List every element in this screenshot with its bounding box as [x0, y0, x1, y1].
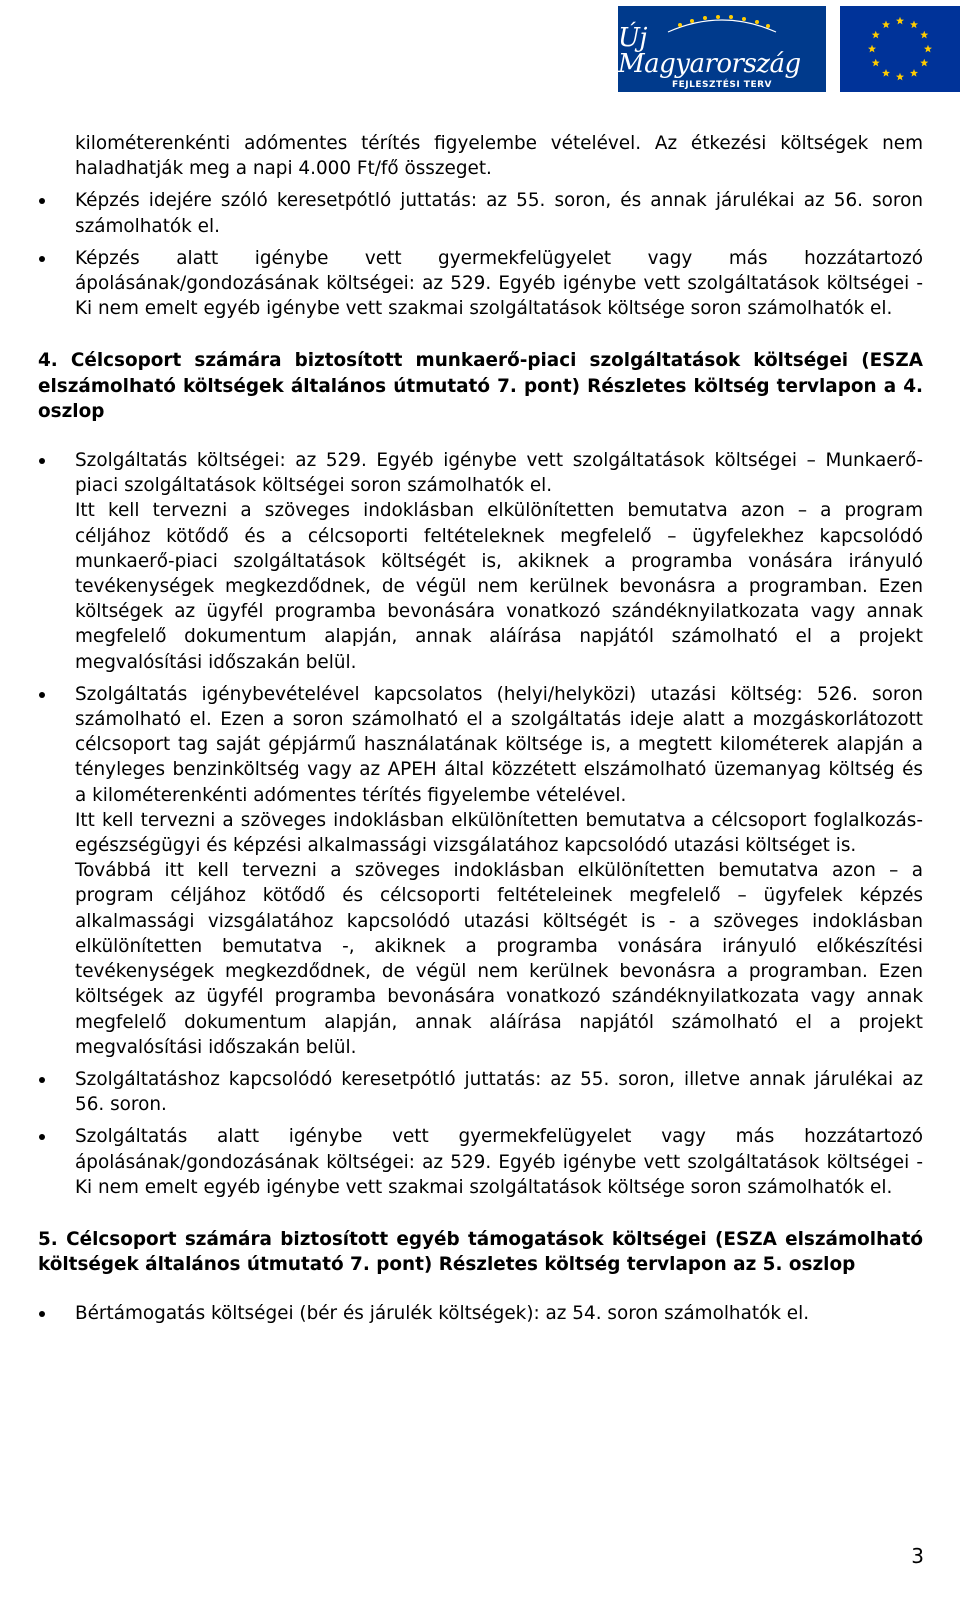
eu-star	[872, 31, 880, 39]
list-item-text: Szolgáltatáshoz kapcsolódó keresetpótló juttatás: az 55. soron, illetve annak járulékai az 56. soron.	[75, 1068, 923, 1116]
eu-star	[868, 45, 876, 53]
list-item-text: Továbbá itt kell tervezni a szöveges indoklásban elkülönítetten bemutatva azon – a program céljához kötődő és célcsoporti feltételeinek megfelelő – ügyfelek képzés alkalmassági vizsgálatához kapcsolódó utazási költségét is - a szöveges indoklásban elkülönítetten bemutatva -, akiknek a programba vonására irányuló előkészítési tevékenységek megkezdődnek, de végül nem kerülnek bevonásra a programban. Ezen költségek az ügyfél programba bevonására vonatkozó szándéknyilatkozata vagy annak megfelelő dokumentum alapján, annak aláírása napjától számolható el a projekt megvalósítási időszakán belül.	[75, 860, 923, 1058]
list-item	[38, 1067, 923, 1117]
list-item-text: Bértámogatás költségei (bér és járulék költségek): az 54. soron számolhatók el.	[75, 1303, 810, 1325]
list-item-text: Képzés alatt igénybe vett gyermekfelügyelet vagy más hozzátartozó ápolásának/gondozásának költségei: az 529. Egyéb igénybe vett szolgáltatások költségei - Ki nem emelt egyéb igénybe vett szakmai szolgáltatások költsége soron számolhatók el.	[75, 247, 923, 320]
list-item-text: Képzés idejére szóló keresetpótló juttatás: az 55. soron, és annak járulékai az 56. soron számolhatók el.	[75, 190, 923, 237]
section-heading-4: 4. Célcsoport számára biztosított munkaerő-piaci szolgáltatások költségei (ESZA elszámolható költségek általános útmutató 7. pont) Részletes költség tervlapon a 4. oszlop	[38, 350, 923, 422]
list-item	[38, 188, 923, 238]
eu-star	[924, 45, 932, 53]
eu-star	[882, 69, 890, 77]
header-logos	[618, 6, 960, 92]
eu-flag	[840, 6, 960, 92]
eu-star	[920, 59, 928, 67]
list-item	[38, 246, 923, 322]
logo-subtitle: FEJLESZTÉSI TERV	[672, 79, 772, 90]
eu-star	[910, 21, 918, 29]
eu-star	[882, 21, 890, 29]
list-item	[38, 682, 923, 1060]
eu-stars-icon	[840, 6, 960, 92]
list-item	[38, 448, 923, 675]
eu-star	[896, 73, 904, 81]
document-body	[38, 131, 923, 1334]
list-item-text: Itt kell tervezni a szöveges indoklásban elkülönítetten bemutatva azon – a program céljához kötődő és a célcsoporti feltételeknek megfelelő – ügyfelekhez kapcsolódó munkaerő-piaci szolgáltatások költségét is, akiknek a programba vonására irányuló tevékenységek megkezdődnek, de végül nem kerülnek bevonásra a programban. Ezen költségek az ügyfél programba bevonására vonatkozó szándéknyilatkozata vagy annak megfelelő dokumentum alapján, annak aláírása napjától számolható el a projekt megvalósítási időszakán belül.	[75, 500, 923, 673]
paragraph-continued: kilométerenkénti adómentes térítés figyelembe vételével. Az étkezési költségek nem haladhatják meg a napi 4.000 Ft/fő összeget.	[75, 133, 923, 180]
eu-star	[896, 17, 904, 25]
uj-magyarorszag-logo	[618, 6, 826, 92]
list-item-text: Szolgáltatás alatt igénybe vett gyermekfelügyelet vagy más hozzátartozó ápolásának/gondozásának költségei: az 529. Egyéb igénybe vett szolgáltatások költségei - Ki nem emelt egyéb igénybe vett szakmai szolgáltatások költsége soron számolhatók el.	[75, 1126, 923, 1198]
eu-star	[920, 31, 928, 39]
list-item	[38, 1124, 923, 1200]
list-item-text: Szolgáltatás költségei: az 529. Egyéb igénybe vett szolgáltatások költségei – Munkaerő-piaci szolgáltatások költségei soron számolhatók el.	[75, 450, 923, 497]
star-arc-icon	[662, 12, 782, 34]
logo-title: Új Magyarország	[618, 22, 801, 79]
list-item	[38, 1301, 923, 1326]
section-heading-5: 5. Célcsoport számára biztosított egyéb támogatások költségei (ESZA elszámolható költségek általános útmutató 7. pont) Részletes költség tervlapon az 5. oszlop	[38, 1228, 923, 1276]
list-item-text: Szolgáltatás igénybevételével kapcsolatos (helyi/helyközi) utazási költség: 526. soron számolható el. Ezen a soron számolható el a szolgáltatás ideje alatt a mozgáskorlátozott célcsoport tag saját gépjármű használatának költsége is, a megtett kilométerek alapján a tényleges benzinköltség vagy az APEH által közzétett elszámolható üzemanyag költség és a kilométerenkénti adómentes térítés figyelembe vételével.	[75, 683, 923, 806]
eu-star	[910, 69, 918, 77]
eu-star	[872, 59, 880, 67]
list-item-text: Itt kell tervezni a szöveges indoklásban elkülönítetten bemutatva a célcsoport foglalkozás-egészségügyi és képzési alkalmassági vizsgálatához kapcsolódó utazási költséget is.	[75, 809, 923, 857]
page-number: 3	[911, 1544, 924, 1568]
